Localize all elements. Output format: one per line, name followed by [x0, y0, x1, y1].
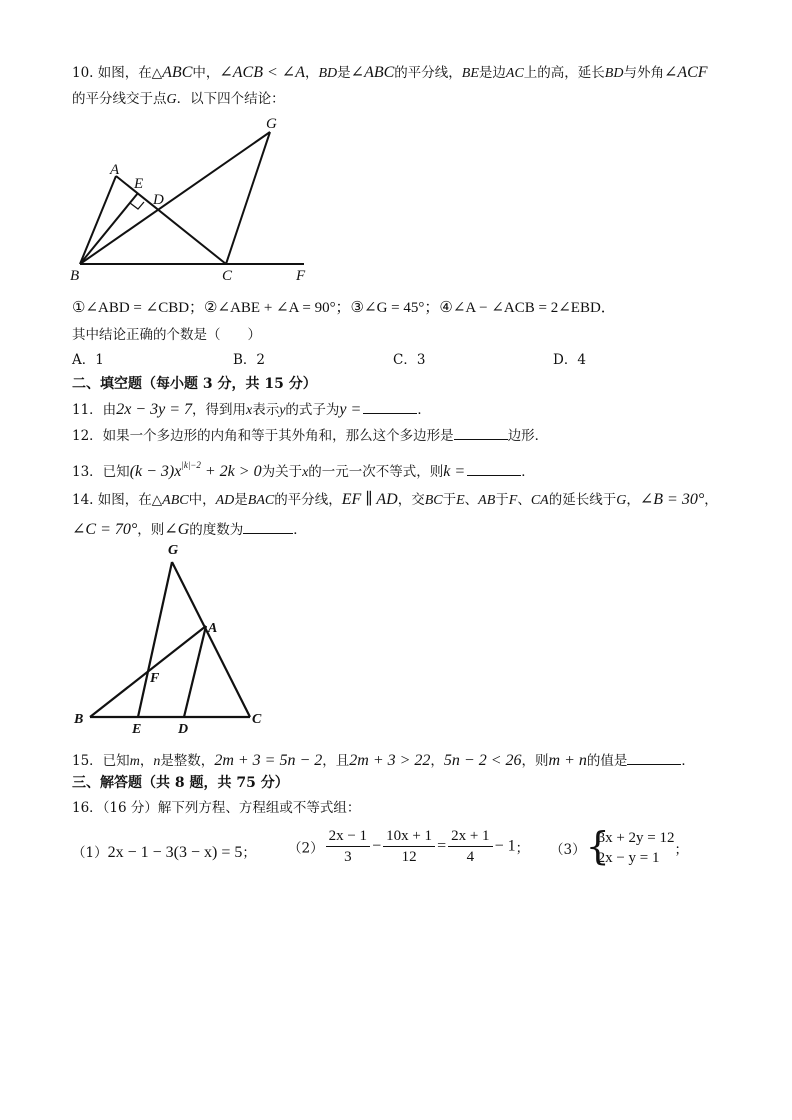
q14-segment: AB [478, 493, 496, 508]
q14-line2 [72, 519, 307, 539]
q16-part2 [288, 826, 529, 867]
fraction2-numerator: 10x + 1 [383, 826, 435, 847]
label-d: D [178, 722, 189, 737]
q13-text: 为关于 [261, 464, 303, 480]
fraction3-denominator: 4 [466, 849, 475, 865]
q12 [72, 425, 548, 445]
q14-text: 的度数为 [189, 522, 244, 538]
q14-point: G [616, 493, 627, 508]
q14-angle: BAC [247, 493, 275, 508]
q15-text: ， [139, 753, 154, 769]
q15-equation: 2m + 3 = 5n − 2 [214, 752, 323, 769]
q13-exponent: |k|−2 [181, 460, 201, 470]
label-a: A [110, 162, 120, 178]
q10-text: 10. 如图，在△ [72, 65, 163, 81]
q10-text: 的平分线， [394, 65, 462, 81]
label-f: F [296, 268, 306, 284]
q10-text: ， [304, 65, 319, 81]
label-b: B [70, 268, 80, 284]
q14-text: ． [293, 522, 307, 538]
segment-bg [80, 132, 270, 264]
q11-lhs: y = [339, 401, 362, 418]
q15-answer-blank[interactable] [627, 750, 681, 765]
q16-p3-system [585, 824, 675, 868]
q15-inequality: 5n − 2 < 26 [443, 752, 522, 769]
q14-text: ，交 [397, 492, 425, 508]
q11-text: ． [417, 402, 431, 418]
q13-text: ． [521, 464, 535, 480]
q11 [72, 399, 431, 420]
q15-var: n [153, 754, 161, 769]
q15-text: 15．已知 [72, 753, 130, 769]
q14-text: 于 [442, 492, 457, 508]
q16-p2-tail: − 1 [494, 837, 516, 855]
q16-p2-minus: − [372, 837, 382, 855]
q15-text: 是整数， [160, 753, 215, 769]
q15-inequality: 2m + 3 > 22 [349, 752, 431, 769]
fraction3-numerator: 2x + 1 [448, 826, 492, 847]
q14-figure [70, 540, 280, 740]
q10-point: G [166, 92, 177, 107]
label-c: C [252, 712, 262, 727]
q10-triangle-name: ABC [162, 64, 193, 81]
q11-var: x [245, 403, 253, 418]
q16-p2-fraction1 [326, 826, 370, 867]
q14-angle-c: ∠C = 70° [72, 521, 138, 538]
segment-be [80, 193, 138, 264]
segment-gc [226, 132, 270, 264]
q15-text: 的值是 [586, 753, 628, 769]
q16-p3-end: ； [674, 842, 689, 858]
q10-text: 的平分线交于点 [72, 91, 167, 107]
q12-text: 12．如果一个多边形的内角和等于其外角和，那么这个多边形是 [72, 428, 454, 444]
fraction2-denominator: 12 [401, 849, 417, 865]
q13-var: x [302, 465, 309, 480]
q15-text: ， [430, 753, 444, 769]
q10-angle-condition: ∠ACB < ∠A [219, 64, 305, 81]
q15 [72, 750, 695, 771]
q14-text: 是 [234, 492, 248, 508]
q16-p2-fraction2 [383, 826, 435, 867]
q14-answer-blank[interactable] [243, 519, 293, 534]
q13-text: 13．已知 [72, 464, 130, 480]
q14-angle-b: ∠B = 30° [639, 491, 705, 508]
label-c: C [222, 268, 233, 284]
fraction1-denominator: 3 [344, 849, 352, 865]
q16-p2-end: ； [515, 840, 530, 857]
q14-text: ，则 [137, 522, 165, 538]
q15-var: m [129, 754, 140, 769]
q10-segment: BD [604, 66, 624, 81]
segment-ge [138, 562, 172, 717]
q10-segment: BE [461, 66, 479, 81]
label-e: E [134, 176, 144, 192]
q16-p2-fraction3 [448, 826, 492, 867]
q14-text: 于 [495, 492, 509, 508]
label-b: B [74, 712, 84, 727]
label-e: E [132, 722, 142, 737]
q13-expr: (k − 3)x [129, 463, 182, 480]
q14-text: 中， [188, 492, 216, 508]
q10-line1 [72, 64, 708, 83]
q14-text: 的延长线于 [548, 492, 617, 508]
q14-triangle: ABC [162, 493, 189, 508]
system-brace: { [585, 824, 610, 868]
section2-heading: 二、填空题（每小题 3 分，共 15 分） [72, 376, 317, 392]
q15-text: ，且 [322, 753, 350, 769]
q16-p2-label: （2） [288, 840, 324, 857]
q13-expr: + 2k > 0 [200, 463, 262, 480]
q14-text: 的平分线， [274, 492, 342, 508]
q12-text: 边形． [507, 428, 549, 444]
q13-answer-blank[interactable] [467, 461, 521, 476]
q10-conclusions: ①∠ABD = ∠CBD；②∠ABE + ∠A = 90°；③∠G = 45°；④∠A − ∠ACB = 2∠EBD． [72, 300, 616, 316]
q15-text: ． [681, 753, 695, 769]
label-g: G [168, 543, 179, 558]
q10-text: 是边 [478, 65, 506, 81]
q10-figure [68, 116, 328, 286]
q13-lhs: k = [443, 463, 466, 480]
q14-text: 、 [517, 492, 531, 508]
q14-text: ， [626, 492, 640, 508]
q10-question: 其中结论正确的个数是（ ） [72, 327, 261, 343]
q16-p1-equation: 2x − 1 − 3(3 − x) = 5 [107, 844, 243, 861]
right-angle-mark [130, 202, 144, 209]
q14-parallel: EF ∥ AD [341, 491, 398, 508]
system-equation-2: 2x − y = 1 [597, 850, 660, 866]
q16-part1 [72, 842, 256, 864]
system-equation-1: 3x + 2y = 12 [597, 830, 675, 846]
segment-ac [116, 176, 226, 264]
q12-answer-blank[interactable] [454, 425, 508, 440]
q14-text: 、 [464, 492, 479, 508]
q14-line1 [72, 491, 718, 510]
q11-text: 11．由 [72, 402, 117, 418]
q16-p1-label: （1） [72, 845, 108, 861]
q14-angle-g: ∠G [164, 521, 190, 538]
q16-intro: 16．（16 分）解下列方程、方程组或不等式组： [72, 800, 361, 816]
section3-heading: 三、解答题（共 8 题，共 75 分） [72, 775, 289, 791]
q16-part3 [550, 824, 689, 868]
q15-sum: m + n [548, 752, 587, 769]
q16-p1-end: ； [242, 845, 256, 861]
q14-segment: BC [424, 493, 443, 508]
q10-text: 与外角 [623, 65, 664, 81]
q10-option-c[interactable]: C．3 [393, 352, 426, 368]
q10-option-b[interactable]: B．2 [233, 352, 266, 368]
q11-text: 表示 [252, 402, 280, 418]
q10-segment: AC [505, 66, 524, 81]
q11-text: ，得到用 [191, 402, 246, 418]
q14-point: E [456, 493, 465, 508]
q14-text: ， [704, 492, 718, 508]
q14-segment: AD [215, 493, 235, 508]
q11-var: y [279, 403, 286, 418]
q11-equation: 2x − 3y = 7 [116, 401, 192, 418]
q13-text: 的一元一次不等式，则 [308, 464, 444, 480]
q10-angle: ∠ACF [663, 64, 708, 81]
q14-point: F [508, 493, 518, 508]
q10-option-d[interactable]: D．4 [553, 352, 586, 368]
fraction1-numerator: 2x − 1 [326, 826, 370, 847]
segment-gc [172, 562, 250, 717]
q10-angle: ∠ABC [350, 64, 395, 81]
q10-text: 是 [337, 65, 351, 81]
q16-p3-label: （3） [550, 842, 586, 858]
q13 [72, 456, 535, 482]
label-d: D [153, 192, 164, 208]
q10-text: 上的高，延长 [523, 65, 605, 81]
q11-answer-blank[interactable] [363, 399, 417, 414]
q10-option-a[interactable]: A．1 [72, 352, 104, 368]
q10-segment: BD [318, 66, 338, 81]
label-a: A [208, 621, 218, 636]
q15-text: ，则 [521, 753, 549, 769]
q10-line2 [72, 90, 285, 109]
label-g: G [266, 116, 277, 132]
q11-text: 的式子为 [285, 402, 340, 418]
q14-segment: CA [530, 493, 549, 508]
q16-p2-equals: = [437, 837, 447, 855]
q10-text: 中， [192, 65, 220, 81]
q14-text: 14. 如图，在△ [72, 492, 163, 508]
label-f: F [150, 671, 160, 686]
q10-text: ．以下四个结论： [176, 91, 285, 107]
